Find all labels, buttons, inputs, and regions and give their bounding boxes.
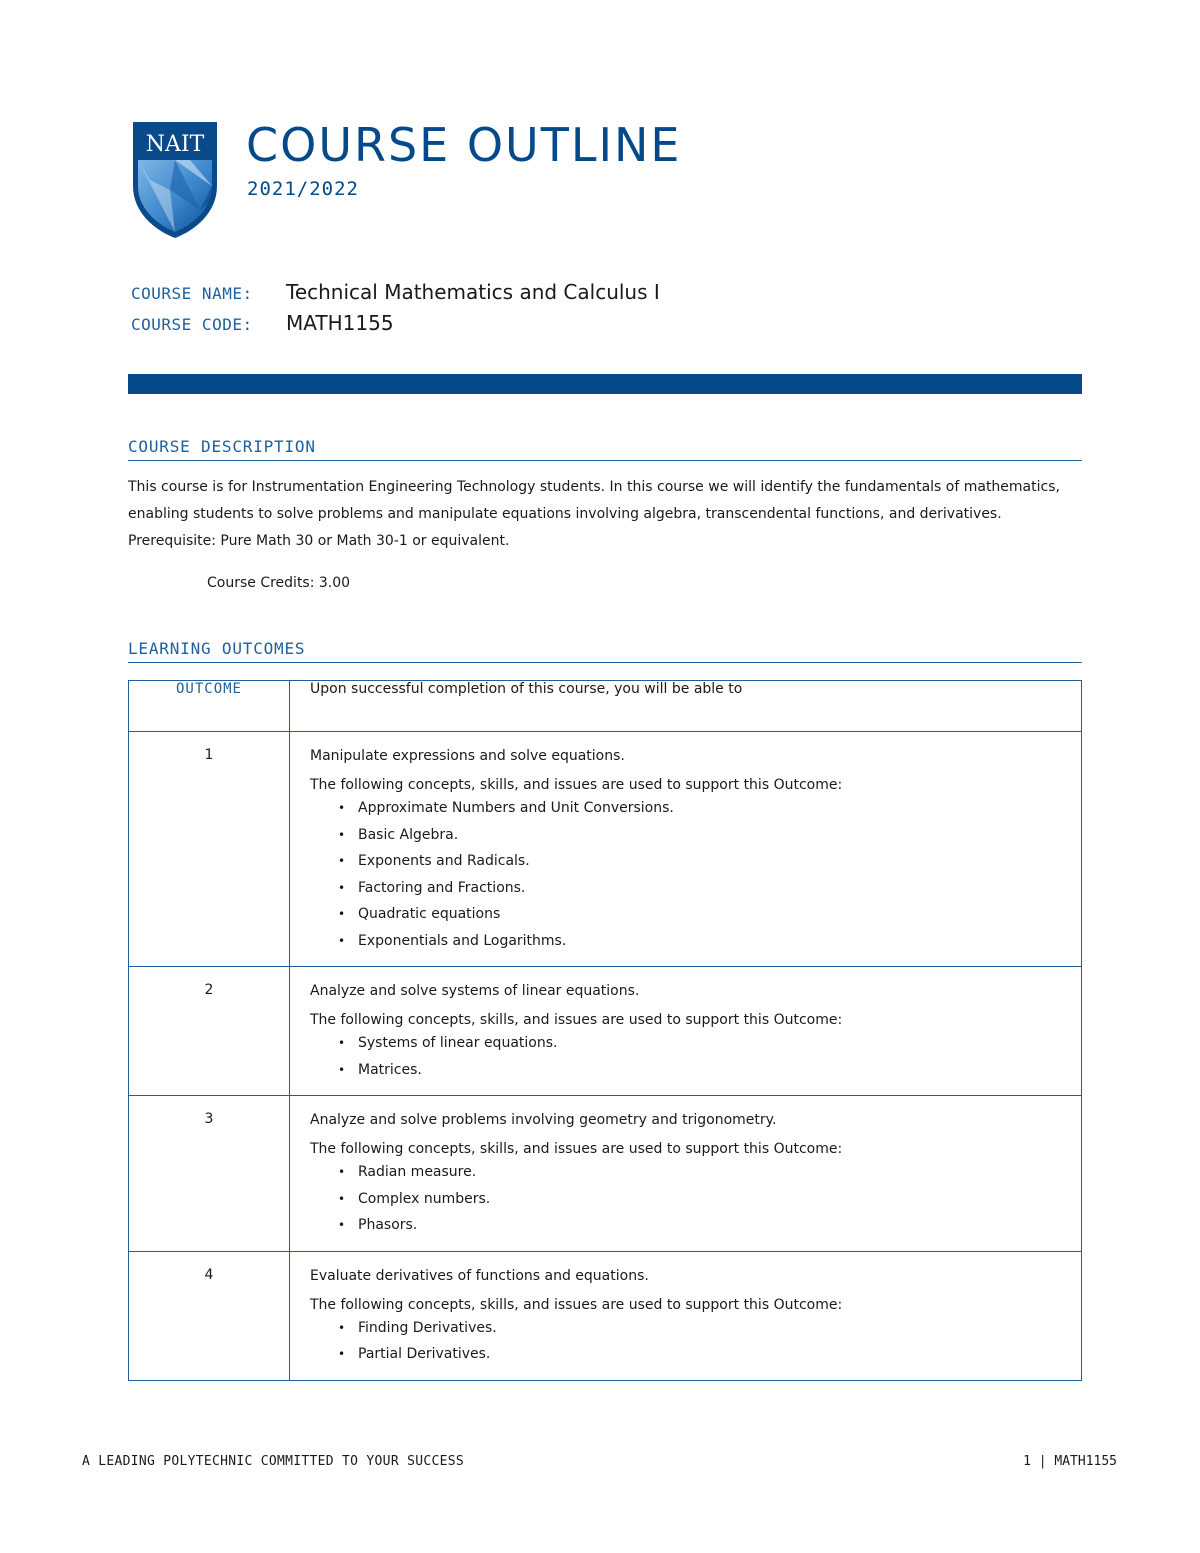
nait-logo <box>130 120 220 240</box>
outcome-support-list <box>310 1315 1061 1368</box>
list-item: • Phasors. <box>338 1212 1061 1239</box>
course-description-heading: COURSE DESCRIPTION <box>128 437 1082 461</box>
outcome-statement: Evaluate derivatives of functions and equations. <box>310 1267 649 1284</box>
list-item: • Factoring and Fractions. <box>338 875 1061 902</box>
outcome-statement: Manipulate expressions and solve equations. <box>310 748 625 764</box>
course-code-value: MATH1155 <box>286 311 394 335</box>
outcome-details <box>290 732 1082 967</box>
list-item: • Approximate Numbers and Unit Conversions. <box>338 795 1061 822</box>
course-code-label: COURSE CODE: <box>131 315 253 334</box>
course-code-row <box>131 311 394 335</box>
outcome-support-list <box>310 795 1061 954</box>
outcome-row <box>129 1096 1082 1252</box>
outcome-number: 1 <box>129 732 290 967</box>
logo-text: NAIT <box>145 132 205 157</box>
outcome-statement: Analyze and solve systems of linear equations. <box>310 983 640 999</box>
list-item: • Matrices. <box>338 1057 1061 1084</box>
list-item: • Partial Derivatives. <box>338 1341 1061 1368</box>
outcome-support-intro: The following concepts, skills, and issues are used to support this Outcome: <box>310 777 843 793</box>
list-item: • Complex numbers. <box>338 1186 1061 1213</box>
outcome-number: 4 <box>129 1251 290 1380</box>
outcomes-table-header <box>129 681 1082 732</box>
list-item: • Radian measure. <box>338 1159 1061 1186</box>
outcome-row <box>129 967 1082 1096</box>
outcomes-intro: Upon successful completion of this course, you will be able to <box>290 681 1082 732</box>
document-title: COURSE OUTLINE <box>246 118 682 172</box>
list-item: • Exponentials and Logarithms. <box>338 928 1061 955</box>
list-item: • Quadratic equations <box>338 901 1061 928</box>
outcome-number: 3 <box>129 1096 290 1252</box>
course-name-label: COURSE NAME: <box>131 284 253 303</box>
outcome-details <box>290 967 1082 1096</box>
course-name-value: Technical Mathematics and Calculus I <box>286 280 660 304</box>
academic-year: 2021/2022 <box>247 178 359 200</box>
divider-bar <box>128 374 1082 394</box>
learning-outcomes-heading: LEARNING OUTCOMES <box>128 639 1082 663</box>
footer-tagline: A LEADING POLYTECHNIC COMMITTED TO YOUR SUCCESS <box>82 1454 464 1469</box>
course-name-row <box>131 280 660 304</box>
course-description-text: This course is for Instrumentation Engineering Technology students. In this course we will identify the fundamentals of mathematics, enabling students to solve problems and manipulate equations involving algebra, transcendental functions, and derivatives. Prerequisite: Pure Math 30 or Math 30-1 or equivalent. <box>128 479 1060 549</box>
outcome-details <box>290 1096 1082 1252</box>
outcome-support-list <box>310 1030 1061 1083</box>
list-item: • Systems of linear equations. <box>338 1030 1061 1057</box>
outcome-details <box>290 1251 1082 1380</box>
outcome-row <box>129 1251 1082 1380</box>
outcome-number: 2 <box>129 967 290 1096</box>
outcome-support-intro: The following concepts, skills, and issues are used to support this Outcome: <box>310 1141 843 1157</box>
outcome-statement: Analyze and solve problems involving geometry and trigonometry. <box>310 1112 777 1128</box>
course-credits: Course Credits: 3.00 <box>207 575 351 591</box>
outcome-support-intro: The following concepts, skills, and issues are used to support this Outcome: <box>310 1296 843 1313</box>
nait-shield-icon <box>130 120 220 240</box>
list-item: • Basic Algebra. <box>338 822 1061 849</box>
outcome-row <box>129 732 1082 967</box>
list-item: • Exponents and Radicals. <box>338 848 1061 875</box>
outcome-support-intro: The following concepts, skills, and issues are used to support this Outcome: <box>310 1012 843 1028</box>
outcome-column-header: OUTCOME <box>129 681 290 732</box>
outcomes-table <box>128 680 1082 1381</box>
list-item: • Finding Derivatives. <box>338 1315 1061 1342</box>
footer-page-number: 1 | MATH1155 <box>1023 1454 1117 1469</box>
outcome-support-list <box>310 1159 1061 1239</box>
